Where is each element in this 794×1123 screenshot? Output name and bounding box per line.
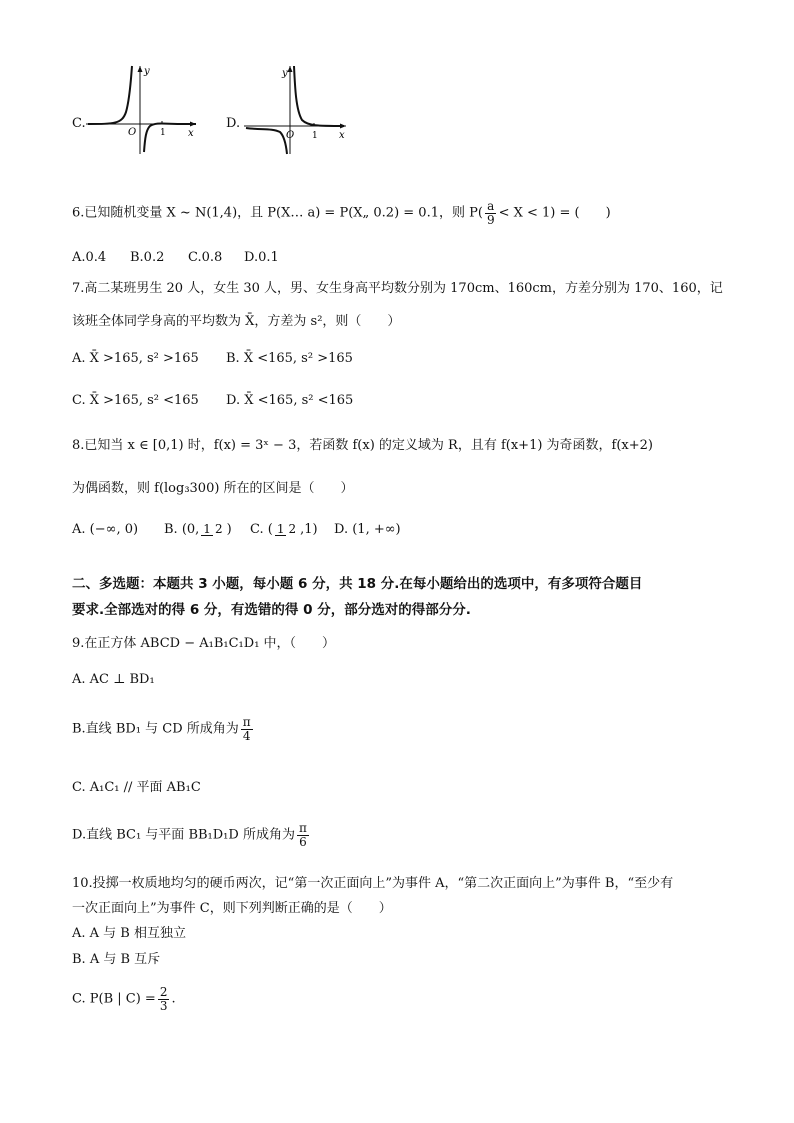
q8-line-2: 为偶函数，则 f(log₃300) 所在的区间是（ ） <box>72 481 354 496</box>
q10-line-1: 10.投掷一枚质地均匀的硬币两次，记“第一次正面向上”为事件 A，“第二次正面向上”为事件 B，“至少有 <box>72 876 674 891</box>
q8-option-b-den: 2 <box>214 521 223 536</box>
q8-option-c-num: 1 <box>276 521 285 536</box>
q6-option-b: B.0.2 <box>130 250 165 265</box>
q9-option-b-num: π <box>242 715 251 729</box>
q8-option-c-pre: C. ( <box>250 522 273 537</box>
q8-option-b-pre: B. (0, <box>164 522 200 537</box>
q9-option-b-text: B.直线 BD₁ 与 CD 所成角为 <box>72 721 239 737</box>
q10-option-c-num: 2 <box>159 985 168 999</box>
q6-options <box>72 250 279 265</box>
q10-option-c-text: C. P(B | C) = <box>72 991 156 1007</box>
q8-option-b <box>164 522 250 537</box>
graph-c-origin: O <box>128 127 137 138</box>
q8-option-a: A. (−∞, 0) <box>72 522 139 537</box>
graph-c-label: C. <box>72 116 86 131</box>
q8-option-b-fraction <box>201 523 224 537</box>
graph-d-x-label: x <box>339 130 345 141</box>
q6-option-c: C.0.8 <box>188 250 223 265</box>
q8-options <box>72 522 401 537</box>
q9-option-c: C. A₁C₁ // 平面 AB₁C <box>72 780 201 795</box>
graph-c-y-label: y <box>144 66 150 77</box>
graph-d <box>240 58 352 155</box>
q6-text: 6.已知随机变量 X ~ N(1,4)，且 P(X… a) = P(X„ 0.2) = 0.1，则 P( <box>72 205 483 221</box>
q8-line-1: 8.已知当 x ∈ [0,1) 时，f(x) = 3ˣ − 3，若函数 f(x) 的定义域为 R，且有 f(x+1) 为奇函数，f(x+2) <box>72 438 653 453</box>
q7-option-c: C. X̄ >165, s² <165 <box>72 393 199 408</box>
q8-option-b-post: ) <box>226 522 232 537</box>
q9-stem: 9.在正方体 ABCD − A₁B₁C₁D₁ 中，（ ） <box>72 636 336 651</box>
graph-c <box>84 60 204 155</box>
q6-option-d: D.0.1 <box>244 250 279 265</box>
graph-d-label: D. <box>226 116 241 131</box>
q8-option-b-num: 1 <box>203 521 211 536</box>
q7-options-row-2 <box>72 393 353 408</box>
q9-option-b <box>72 716 255 742</box>
q7-option-b: B. X̄ <165, s² >165 <box>226 351 353 366</box>
q8-option-c-fraction <box>275 523 298 537</box>
q9-option-d-num: π <box>298 821 307 835</box>
graph-c-x-label: x <box>188 128 194 139</box>
q8-option-c-post: ,1) <box>300 522 318 537</box>
graph-d-tick-label: 1 <box>312 131 318 141</box>
q6-option-a: A.0.4 <box>72 250 107 265</box>
q9-option-d-text: D.直线 BC₁ 与平面 BB₁D₁D 所成角为 <box>72 827 295 843</box>
section-2-heading-line-1: 二、多选题：本题共 3 小题，每小题 6 分，共 18 分.在每小题给出的选项中，有多项符合题目 <box>72 576 643 592</box>
q7-line-2: 该班全体同学身高的平均数为 X̄，方差为 s²，则（ ） <box>72 314 401 329</box>
q6-tail: < X < 1) = ( ) <box>498 205 611 221</box>
q7-option-d: D. X̄ <165, s² <165 <box>226 393 354 408</box>
q10-line-2: 一次正面向上”为事件 C，则下列判断正确的是（ ） <box>72 901 392 916</box>
q10-option-c <box>72 986 176 1012</box>
q7-line-1: 7.高二某班男生 20 人，女生 30 人，男、女生身高平均数分别为 170cm、160cm，方差分别为 170、160，记 <box>72 281 723 296</box>
q6-fraction <box>485 200 497 226</box>
q9-option-d-fraction <box>297 822 309 848</box>
q10-option-c-fraction <box>158 986 170 1012</box>
section-2-heading-line-2: 要求.全部选对的得 6 分，有选错的得 0 分，部分选对的得部分分. <box>72 602 471 618</box>
q6-frac-num: a <box>487 199 495 213</box>
q10-option-c-post: . <box>171 991 176 1007</box>
graph-d-y-label: y <box>282 68 288 79</box>
q9-option-b-den: 4 <box>242 728 251 743</box>
q6-frac-den: 9 <box>486 212 495 227</box>
q8-option-d: D. (1, +∞) <box>334 522 401 537</box>
q10-option-c-den: 3 <box>159 998 168 1013</box>
q10-option-b: B. A 与 B 互斥 <box>72 952 161 967</box>
q9-option-a: A. AC ⊥ BD₁ <box>72 672 155 687</box>
q9-option-d-den: 6 <box>299 834 307 849</box>
q7-options-row-1 <box>72 351 353 366</box>
q8-option-c <box>250 522 334 537</box>
q9-option-b-fraction <box>241 716 253 742</box>
graph-c-tick-label: 1 <box>160 128 166 138</box>
q6-stem <box>72 200 611 226</box>
q7-option-a: A. X̄ >165, s² >165 <box>72 351 199 366</box>
q10-option-a: A. A 与 B 相互独立 <box>72 926 186 941</box>
q9-option-d <box>72 822 311 848</box>
graph-d-origin: O <box>286 130 295 141</box>
q8-option-c-den: 2 <box>288 521 297 536</box>
